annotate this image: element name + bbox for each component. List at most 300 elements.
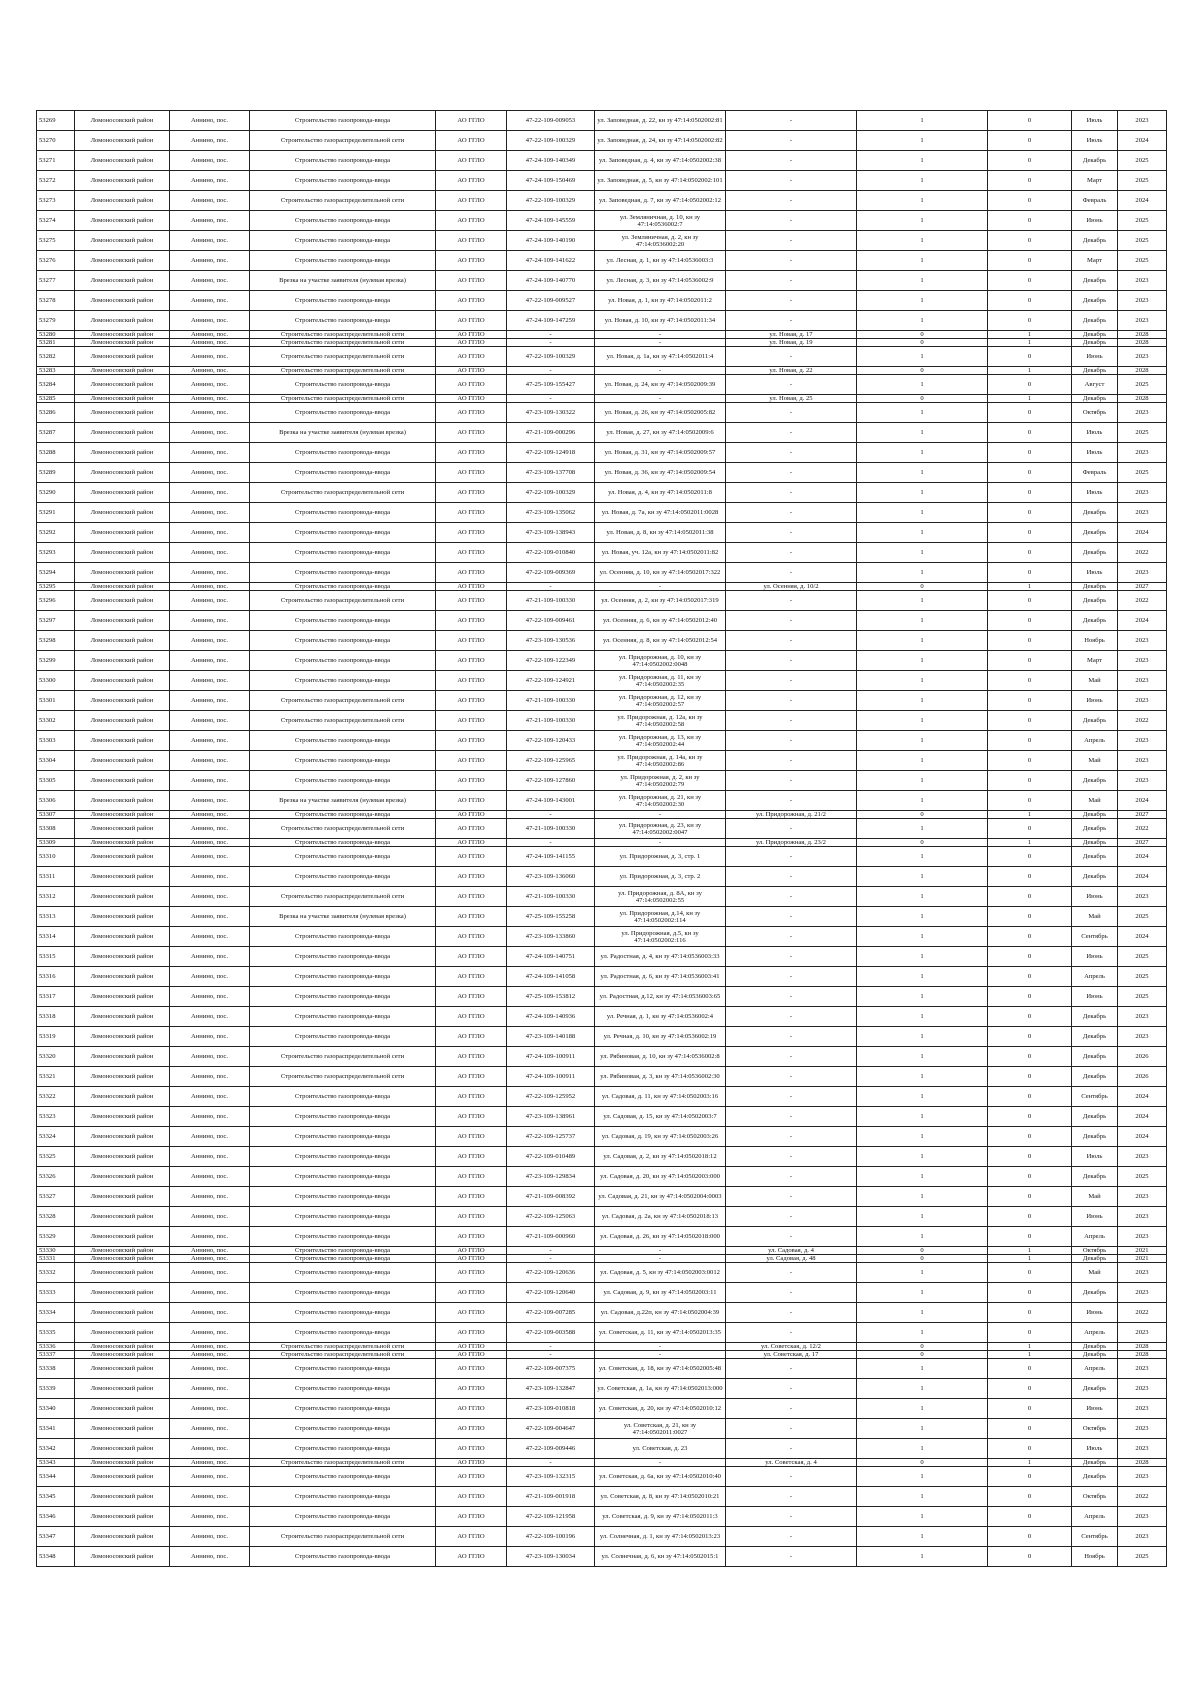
cell-address-with-cadastral: ул. Осенняя, д. 8, кн зу 47:14:0502012:54 (595, 631, 726, 651)
cell-district: Ломоносовский район (75, 583, 170, 591)
cell-address-with-cadastral: ул. Новая, д. 36, кн зу 47:14:0502009:54 (595, 463, 726, 483)
cell-organization: АО ГГЛО (436, 395, 507, 403)
cell-row-id: 53320 (37, 1047, 75, 1067)
cell-work-type: Строительство газопровода-ввода (250, 111, 436, 131)
cell-settlement: Аннино, пос. (170, 819, 250, 839)
cell-address-with-cadastral: ул. Садовая, д. 21, кн зу 47:14:0502004:0003 (595, 1187, 726, 1207)
cell-work-type: Строительство газопровода-ввода (250, 403, 436, 423)
cell-district: Ломоносовский район (75, 1187, 170, 1207)
cell-district: Ломоносовский район (75, 1255, 170, 1263)
table-row (37, 271, 1167, 291)
cell-settlement: Аннино, пос. (170, 1167, 250, 1187)
cell-settlement: Аннино, пос. (170, 151, 250, 171)
cell-planned-address: - (726, 1207, 857, 1227)
cell-work-type: Строительство газопровода-ввода (250, 1359, 436, 1379)
cell-month: Ноябрь (1072, 1547, 1118, 1567)
cell-row-id: 53285 (37, 395, 75, 403)
cell-organization: АО ГГЛО (436, 1087, 507, 1107)
cell-work-type: Строительство газопровода-ввода (250, 151, 436, 171)
cell-work-type: Строительство газопровода-ввода (250, 751, 436, 771)
cell-count-planned: 0 (988, 111, 1072, 131)
cell-month: Октябрь (1072, 1419, 1118, 1439)
cell-organization: АО ГГЛО (436, 443, 507, 463)
cell-settlement: Аннино, пос. (170, 1127, 250, 1147)
cell-planned-address: - (726, 731, 857, 751)
cell-year: 2024 (1118, 847, 1167, 867)
cell-year: 2023 (1118, 1379, 1167, 1399)
cell-address-with-cadastral: ул. Заповедная, д. 7, кн зу 47:14:0502002:12 (595, 191, 726, 211)
cell-count-planned: 0 (988, 1263, 1072, 1283)
cell-organization: АО ГГЛО (436, 503, 507, 523)
cell-count-connected: 1 (857, 1187, 988, 1207)
cell-settlement: Аннино, пос. (170, 771, 250, 791)
cell-address-with-cadastral: - (595, 1351, 726, 1359)
cell-organization: АО ГГЛО (436, 967, 507, 987)
cell-row-id: 53306 (37, 791, 75, 811)
cell-year: 2025 (1118, 463, 1167, 483)
cell-row-id: 53327 (37, 1187, 75, 1207)
cell-application-number: 47-22-109-124918 (507, 443, 595, 463)
cell-organization: АО ГГЛО (436, 1283, 507, 1303)
cell-address-with-cadastral: ул. Новая, д. 1а, кн зу 47:14:0502011:4 (595, 347, 726, 367)
cell-settlement: Аннино, пос. (170, 1247, 250, 1255)
cell-settlement: Аннино, пос. (170, 907, 250, 927)
cell-count-connected: 1 (857, 731, 988, 751)
cell-year: 2023 (1118, 651, 1167, 671)
cell-planned-address: - (726, 191, 857, 211)
cell-application-number: 47-22-109-127860 (507, 771, 595, 791)
cell-work-type: Строительство газопровода-ввода (250, 651, 436, 671)
cell-district: Ломоносовский район (75, 731, 170, 751)
cell-count-planned: 0 (988, 1167, 1072, 1187)
cell-row-id: 53325 (37, 1147, 75, 1167)
cell-count-connected: 1 (857, 1227, 988, 1247)
cell-settlement: Аннино, пос. (170, 947, 250, 967)
cell-application-number: 47-24-109-145559 (507, 211, 595, 231)
cell-application-number: 47-21-109-100330 (507, 887, 595, 907)
cell-planned-address: ул. Новая, д. 22 (726, 367, 857, 375)
table-row (37, 1263, 1167, 1283)
cell-count-connected: 1 (857, 111, 988, 131)
cell-planned-address: - (726, 819, 857, 839)
cell-settlement: Аннино, пос. (170, 811, 250, 819)
cell-address-with-cadastral: ул. Садовая, д. 26, кн зу 47:14:0502018:000 (595, 1227, 726, 1247)
cell-count-connected: 1 (857, 1467, 988, 1487)
cell-settlement: Аннино, пос. (170, 1207, 250, 1227)
cell-organization: АО ГГЛО (436, 839, 507, 847)
cell-application-number: 47-21-109-001918 (507, 1487, 595, 1507)
cell-count-planned: 0 (988, 987, 1072, 1007)
cell-application-number: 47-22-109-009369 (507, 563, 595, 583)
cell-settlement: Аннино, пос. (170, 423, 250, 443)
cell-district: Ломоносовский район (75, 1351, 170, 1359)
cell-organization: АО ГГЛО (436, 1379, 507, 1399)
cell-planned-address: - (726, 611, 857, 631)
cell-organization: АО ГГЛО (436, 111, 507, 131)
cell-work-type: Строительство газопровода-ввода (250, 1087, 436, 1107)
cell-organization: АО ГГЛО (436, 671, 507, 691)
cell-count-planned: 0 (988, 231, 1072, 251)
cell-district: Ломоносовский район (75, 947, 170, 967)
cell-row-id: 53324 (37, 1127, 75, 1147)
cell-count-planned: 1 (988, 367, 1072, 375)
cell-month: Декабрь (1072, 311, 1118, 331)
cell-count-planned: 0 (988, 791, 1072, 811)
cell-organization: АО ГГЛО (436, 1127, 507, 1147)
cell-organization: АО ГГЛО (436, 1007, 507, 1027)
cell-year: 2025 (1118, 1167, 1167, 1187)
cell-district: Ломоносовский район (75, 483, 170, 503)
table-row (37, 1027, 1167, 1047)
cell-settlement: Аннино, пос. (170, 563, 250, 583)
cell-count-planned: 0 (988, 1187, 1072, 1207)
cell-application-number: 47-24-109-100911 (507, 1067, 595, 1087)
cell-count-connected: 1 (857, 1323, 988, 1343)
cell-planned-address: - (726, 867, 857, 887)
cell-organization: АО ГГЛО (436, 1263, 507, 1283)
cell-application-number: 47-24-109-141622 (507, 251, 595, 271)
table-row (37, 291, 1167, 311)
table-row (37, 771, 1167, 791)
cell-work-type: Строительство газопровода-ввода (250, 987, 436, 1007)
cell-organization: АО ГГЛО (436, 211, 507, 231)
cell-row-id: 53314 (37, 927, 75, 947)
table-row (37, 347, 1167, 367)
cell-count-planned: 1 (988, 583, 1072, 591)
cell-work-type: Строительство газопровода-ввода (250, 771, 436, 791)
cell-month: Апрель (1072, 731, 1118, 751)
cell-organization: АО ГГЛО (436, 751, 507, 771)
cell-district: Ломоносовский район (75, 395, 170, 403)
table-row (37, 847, 1167, 867)
cell-planned-address: - (726, 1007, 857, 1027)
cell-organization: АО ГГЛО (436, 171, 507, 191)
cell-address-with-cadastral: - (595, 1459, 726, 1467)
cell-organization: АО ГГЛО (436, 375, 507, 395)
cell-settlement: Аннино, пос. (170, 291, 250, 311)
cell-planned-address: - (726, 563, 857, 583)
cell-row-id: 53335 (37, 1323, 75, 1343)
cell-row-id: 53330 (37, 1247, 75, 1255)
cell-count-planned: 0 (988, 543, 1072, 563)
cell-row-id: 53302 (37, 711, 75, 731)
cell-row-id: 53288 (37, 443, 75, 463)
cell-row-id: 53332 (37, 1263, 75, 1283)
cell-settlement: Аннино, пос. (170, 839, 250, 847)
cell-settlement: Аннино, пос. (170, 1527, 250, 1547)
cell-work-type: Строительство газопровода-ввода (250, 927, 436, 947)
cell-address-with-cadastral: ул. Садовая, д.22п, кн зу 47:14:0502004:39 (595, 1303, 726, 1323)
cell-planned-address: - (726, 1263, 857, 1283)
table-row (37, 367, 1167, 375)
table-row (37, 111, 1167, 131)
cell-application-number: 47-22-109-004647 (507, 1419, 595, 1439)
cell-count-connected: 1 (857, 191, 988, 211)
cell-month: Декабрь (1072, 811, 1118, 819)
cell-district: Ломоносовский район (75, 839, 170, 847)
cell-application-number: 47-23-109-130034 (507, 1547, 595, 1567)
cell-application-number: 47-24-109-150469 (507, 171, 595, 191)
cell-planned-address: - (726, 375, 857, 395)
cell-address-with-cadastral: ул. Новая, д. 26, кн зу 47:14:0502005:82 (595, 403, 726, 423)
cell-work-type: Строительство газопровода-ввода (250, 1227, 436, 1247)
cell-address-with-cadastral: - (595, 331, 726, 339)
cell-planned-address: - (726, 311, 857, 331)
cell-count-connected: 1 (857, 927, 988, 947)
table-row (37, 395, 1167, 403)
cell-row-id: 53295 (37, 583, 75, 591)
cell-row-id: 53338 (37, 1359, 75, 1379)
cell-year: 2023 (1118, 347, 1167, 367)
cell-address-with-cadastral: ул. Советская, д. 1а, кн зу 47:14:0502013:000 (595, 1379, 726, 1399)
cell-year: 2025 (1118, 251, 1167, 271)
cell-settlement: Аннино, пос. (170, 1547, 250, 1567)
cell-address-with-cadastral: - (595, 1255, 726, 1263)
cell-count-connected: 1 (857, 503, 988, 523)
cell-year: 2023 (1118, 731, 1167, 751)
cell-count-planned: 0 (988, 503, 1072, 523)
cell-address-with-cadastral: ул. Садовая, д. 5, кн зу 47:14:0502003:0012 (595, 1263, 726, 1283)
cell-row-id: 53331 (37, 1255, 75, 1263)
cell-work-type: Строительство газораспределительной сети (250, 711, 436, 731)
cell-work-type: Строительство газораспределительной сети (250, 1343, 436, 1351)
cell-year: 2024 (1118, 131, 1167, 151)
cell-year: 2023 (1118, 483, 1167, 503)
cell-month: Декабрь (1072, 1107, 1118, 1127)
cell-month: Декабрь (1072, 503, 1118, 523)
cell-organization: АО ГГЛО (436, 583, 507, 591)
cell-settlement: Аннино, пос. (170, 847, 250, 867)
cell-settlement: Аннино, пос. (170, 443, 250, 463)
cell-work-type: Строительство газопровода-ввода (250, 1439, 436, 1459)
table-row (37, 211, 1167, 231)
cell-settlement: Аннино, пос. (170, 1507, 250, 1527)
cell-work-type: Строительство газораспределительной сети (250, 191, 436, 211)
cell-month: Июль (1072, 131, 1118, 151)
cell-address-with-cadastral: ул. Новая, д. 27, кн зу 47:14:0502009:6 (595, 423, 726, 443)
cell-organization: АО ГГЛО (436, 819, 507, 839)
cell-address-with-cadastral: - (595, 1247, 726, 1255)
cell-address-with-cadastral: ул. Придорожная, д. 12а, кн зу 47:14:0502002:58 (595, 711, 726, 731)
cell-count-connected: 1 (857, 611, 988, 631)
cell-organization: АО ГГЛО (436, 1487, 507, 1507)
cell-year: 2025 (1118, 947, 1167, 967)
table-row (37, 583, 1167, 591)
cell-settlement: Аннино, пос. (170, 1459, 250, 1467)
cell-application-number: 47-22-109-007285 (507, 1303, 595, 1323)
cell-settlement: Аннино, пос. (170, 1107, 250, 1127)
cell-month: Декабрь (1072, 1007, 1118, 1027)
cell-district: Ломоносовский район (75, 887, 170, 907)
cell-planned-address: - (726, 251, 857, 271)
cell-district: Ломоносовский район (75, 211, 170, 231)
cell-row-id: 53319 (37, 1027, 75, 1047)
cell-row-id: 53343 (37, 1459, 75, 1467)
cell-count-planned: 1 (988, 331, 1072, 339)
cell-address-with-cadastral: ул. Осенняя, д. 2, кн зу 47:14:0502017:319 (595, 591, 726, 611)
cell-application-number: 47-24-109-140190 (507, 231, 595, 251)
cell-count-planned: 0 (988, 591, 1072, 611)
cell-application-number: - (507, 1255, 595, 1263)
cell-count-connected: 1 (857, 711, 988, 731)
cell-year: 2023 (1118, 1263, 1167, 1283)
cell-work-type: Строительство газораспределительной сети (250, 483, 436, 503)
cell-planned-address: - (726, 483, 857, 503)
cell-count-planned: 0 (988, 867, 1072, 887)
cell-planned-address: - (726, 947, 857, 967)
cell-application-number: 47-22-109-121958 (507, 1507, 595, 1527)
cell-count-planned: 0 (988, 1027, 1072, 1047)
cell-settlement: Аннино, пос. (170, 1323, 250, 1343)
cell-row-id: 53348 (37, 1547, 75, 1567)
cell-planned-address: - (726, 1507, 857, 1527)
cell-month: Апрель (1072, 1359, 1118, 1379)
cell-address-with-cadastral: ул. Новая, уч. 12а, кн зу 47:14:0502011:82 (595, 543, 726, 563)
cell-application-number: 47-24-109-140349 (507, 151, 595, 171)
cell-count-planned: 0 (988, 423, 1072, 443)
cell-application-number: 47-23-109-132847 (507, 1379, 595, 1399)
cell-work-type: Строительство газопровода-ввода (250, 1399, 436, 1419)
cell-planned-address: - (726, 151, 857, 171)
cell-month: Декабрь (1072, 1459, 1118, 1467)
table-row (37, 1399, 1167, 1419)
cell-address-with-cadastral: ул. Солнечная, д. 1, кн зу 47:14:0502013:23 (595, 1527, 726, 1547)
cell-row-id: 53290 (37, 483, 75, 503)
cell-planned-address: - (726, 1147, 857, 1167)
cell-year: 2024 (1118, 1107, 1167, 1127)
cell-count-planned: 0 (988, 671, 1072, 691)
cell-district: Ломоносовский район (75, 1439, 170, 1459)
cell-month: Июль (1072, 563, 1118, 583)
cell-month: Декабрь (1072, 543, 1118, 563)
cell-work-type: Строительство газопровода-ввода (250, 523, 436, 543)
cell-address-with-cadastral: ул. Заповедная, д. 4, кн зу 47:14:0502002:38 (595, 151, 726, 171)
cell-work-type: Строительство газопровода-ввода (250, 1127, 436, 1147)
cell-settlement: Аннино, пос. (170, 967, 250, 987)
cell-count-planned: 0 (988, 1047, 1072, 1067)
cell-count-planned: 0 (988, 375, 1072, 395)
cell-month: Июль (1072, 1147, 1118, 1167)
cell-row-id: 53303 (37, 731, 75, 751)
cell-work-type: Строительство газопровода-ввода (250, 1379, 436, 1399)
cell-row-id: 53271 (37, 151, 75, 171)
cell-count-planned: 0 (988, 1487, 1072, 1507)
table-row (37, 191, 1167, 211)
cell-address-with-cadastral: ул. Речная, д. 1, кн зу 47:14:0536002:4 (595, 1007, 726, 1027)
cell-address-with-cadastral: ул. Осенняя, д. 6, кн зу 47:14:0502012:40 (595, 611, 726, 631)
cell-organization: АО ГГЛО (436, 1527, 507, 1547)
cell-application-number: 47-23-109-135062 (507, 503, 595, 523)
cell-address-with-cadastral: ул. Радостная, д.12, кн зу 47:14:0536003:65 (595, 987, 726, 1007)
table-row (37, 1087, 1167, 1107)
cell-count-connected: 1 (857, 791, 988, 811)
cell-work-type: Строительство газораспределительной сети (250, 395, 436, 403)
cell-work-type: Строительство газопровода-ввода (250, 231, 436, 251)
cell-month: Декабрь (1072, 839, 1118, 847)
cell-planned-address: ул. Новая, д. 25 (726, 395, 857, 403)
cell-settlement: Аннино, пос. (170, 375, 250, 395)
cell-month: Июнь (1072, 211, 1118, 231)
cell-month: Декабрь (1072, 1467, 1118, 1487)
cell-planned-address: - (726, 887, 857, 907)
cell-count-connected: 1 (857, 1283, 988, 1303)
cell-year: 2022 (1118, 543, 1167, 563)
cell-organization: АО ГГЛО (436, 1187, 507, 1207)
cell-settlement: Аннино, пос. (170, 1379, 250, 1399)
cell-month: Декабрь (1072, 611, 1118, 631)
cell-row-id: 53296 (37, 591, 75, 611)
cell-row-id: 53308 (37, 819, 75, 839)
cell-month: Декабрь (1072, 847, 1118, 867)
cell-application-number: - (507, 1351, 595, 1359)
cell-organization: АО ГГЛО (436, 1439, 507, 1459)
cell-district: Ломоносовский район (75, 631, 170, 651)
cell-district: Ломоносовский район (75, 651, 170, 671)
cell-application-number: 47-22-109-122349 (507, 651, 595, 671)
cell-month: Декабрь (1072, 231, 1118, 251)
cell-organization: АО ГГЛО (436, 1419, 507, 1439)
cell-application-number: - (507, 1247, 595, 1255)
cell-count-planned: 0 (988, 631, 1072, 651)
table-row (37, 1147, 1167, 1167)
cell-work-type: Строительство газопровода-ввода (250, 503, 436, 523)
cell-row-id: 53342 (37, 1439, 75, 1459)
cell-work-type: Строительство газопровода-ввода (250, 731, 436, 751)
table-row (37, 611, 1167, 631)
cell-month: Апрель (1072, 967, 1118, 987)
cell-application-number: 47-22-109-100329 (507, 347, 595, 367)
cell-count-connected: 1 (857, 1147, 988, 1167)
cell-work-type: Врезка на участке заявителя (нулевая врезка) (250, 271, 436, 291)
cell-organization: АО ГГЛО (436, 1467, 507, 1487)
cell-address-with-cadastral: ул. Рябиновая, д. 3, кн зу 47:14:0536002:30 (595, 1067, 726, 1087)
table-row (37, 1527, 1167, 1547)
cell-year: 2023 (1118, 1323, 1167, 1343)
cell-count-planned: 0 (988, 751, 1072, 771)
cell-row-id: 53298 (37, 631, 75, 651)
cell-row-id: 53344 (37, 1467, 75, 1487)
cell-count-planned: 0 (988, 967, 1072, 987)
cell-year: 2027 (1118, 839, 1167, 847)
cell-month: Декабрь (1072, 771, 1118, 791)
cell-month: Декабрь (1072, 1067, 1118, 1087)
cell-count-connected: 1 (857, 403, 988, 423)
cell-row-id: 53301 (37, 691, 75, 711)
cell-district: Ломоносовский район (75, 543, 170, 563)
cell-count-connected: 0 (857, 1247, 988, 1255)
cell-year: 2022 (1118, 711, 1167, 731)
cell-organization: АО ГГЛО (436, 231, 507, 251)
cell-month: Декабрь (1072, 1255, 1118, 1263)
cell-month: Сентябрь (1072, 927, 1118, 947)
cell-address-with-cadastral: ул. Придорожная, д.14, кн зу 47:14:0502002:114 (595, 907, 726, 927)
cell-application-number: 47-22-109-009527 (507, 291, 595, 311)
cell-application-number: 47-24-109-100911 (507, 1047, 595, 1067)
cell-row-id: 53299 (37, 651, 75, 671)
cell-count-planned: 0 (988, 711, 1072, 731)
table-row (37, 1067, 1167, 1087)
cell-count-connected: 0 (857, 1351, 988, 1359)
cell-district: Ломоносовский район (75, 1207, 170, 1227)
cell-application-number: - (507, 367, 595, 375)
cell-count-planned: 0 (988, 1507, 1072, 1527)
gasification-table (36, 110, 1167, 1567)
cell-planned-address: - (726, 111, 857, 131)
cell-count-connected: 1 (857, 1487, 988, 1507)
table-row (37, 1007, 1167, 1027)
cell-planned-address: - (726, 591, 857, 611)
cell-count-planned: 0 (988, 731, 1072, 751)
